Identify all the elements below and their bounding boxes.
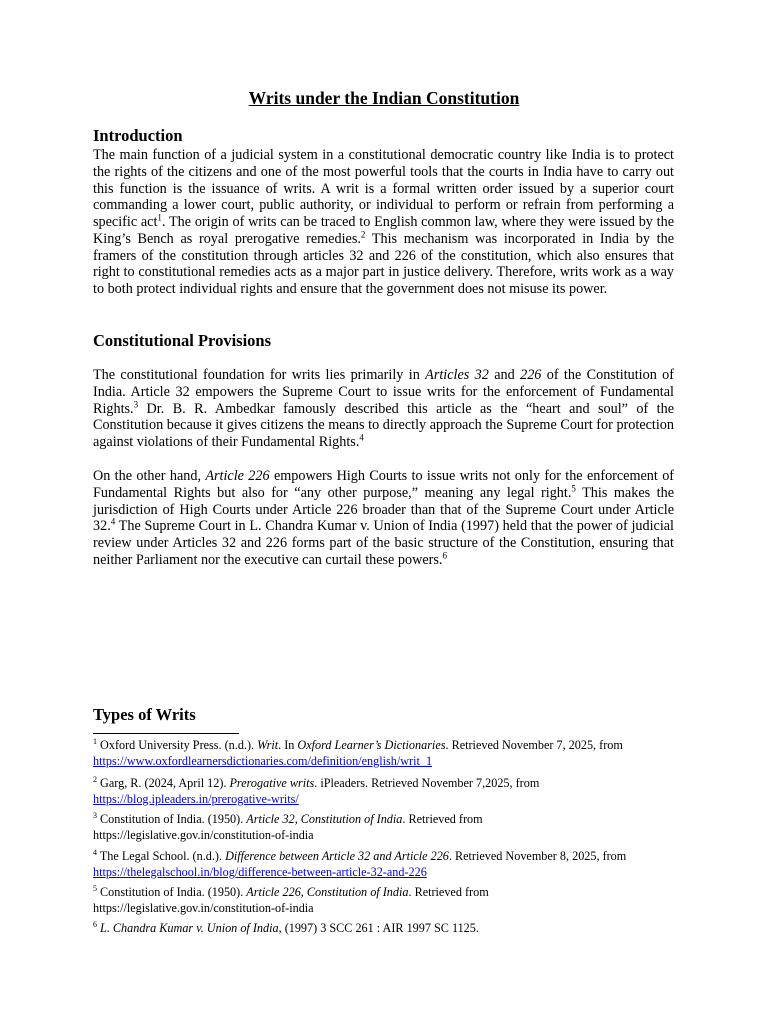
footnote-number: 3 [93,810,97,820]
footnote-url-text: https://legislative.gov.in/constitution-of-india [93,828,314,842]
const-p2-text-b: empowers High Courts to issue writs not only for the enforcement of Fundamental Rights but also for “any other purpose,” meaning any legal right. [93,468,675,501]
intro-text-2: . The origin of writs can be traced to English common law, where they were issued by the King’s Bench as royal prerogative remedies. [93,214,674,247]
intro-text-1: The main function of a judicial system in a constitutional democratic country like India is to protect the rights of the citizens and one of the most powerful tools that the courts in India have to carry out this function is the issuance of writs. A writ is a formal written order issued by a superior court commanding a lower court, public authority, or individual to perform or refrain from performing a specific act [93,147,674,230]
footnote-text: Constitution of India. (1950). [97,812,247,826]
footnote-3 [93,811,693,843]
footnote-number: 4 [93,847,97,857]
const-p2-text-d: The Supreme Court in L. Chandra Kumar v. Union of India (1997) held that the power of judicial review under Articles 32 and 226 forms part of the basic structure of the Constitution, ensuring that neither Parliament nor the executive can curtail these powers. [93,518,674,568]
footnote-text: . iPleaders. Retrieved November 7,2025, from [314,776,540,790]
footnote-1 [93,737,693,769]
article-226-italic: 226 [520,367,542,383]
const-p2-text-c: This makes the jurisdiction of High Courts under Article 226 broader than that of the Supreme Court under Article 32. [93,484,674,535]
footnote-link[interactable]: https://thelegalschool.in/blog/difference-between-article-32-and-226 [93,865,427,879]
footnote-number: 5 [93,883,97,893]
footnote-ref-4[interactable]: 4 [359,432,364,443]
footnote-text: . Retrieved from [408,885,489,899]
footnote-number: 2 [93,774,97,784]
const-p1-and: and [488,367,521,383]
footnote-text: . Retrieved November 7, 2025, from [445,738,623,752]
article-226-italic-2: Article 226 [205,468,270,484]
footnote-separator [93,733,239,734]
footnote-ref-6[interactable]: 6 [442,550,447,561]
footnote-text: Garg, R. (2024, April 12). [97,776,230,790]
introduction-heading: Introduction [93,126,183,145]
footnote-text: . Retrieved November 8, 2025, from [448,849,627,863]
footnote-ref-5[interactable]: 5 [571,483,576,494]
footnote-text: , (1997) 3 SCC 261 : AIR 1997 SC 1125. [278,921,479,935]
footnote-text: . In [278,738,298,752]
introduction-paragraph [93,147,674,298]
footnote-6 [93,920,693,936]
document-title: Writs under the Indian Constitution [248,88,520,108]
footnote-2 [93,775,693,807]
footnote-italic: Article 226, Constitution of India [246,885,409,899]
articles-32-italic: Articles 32 [425,367,489,383]
footnote-italic: L. Chandra Kumar v. Union of India [100,921,279,935]
footnote-text: Constitution of India. (1950). [97,885,247,899]
footnote-ref-4b[interactable]: 4 [110,516,116,527]
footnote-link[interactable]: https://blog.ipleaders.in/prerogative-writs/ [93,792,299,806]
const-p1-text-c: Dr. B. R. Ambedkar famously described this article as the “heart and soul” of the Constitution because it gives citizens the means to directly approach the Supreme Court for protection against violations of their Fundamental Rights. [93,400,674,450]
footnote-number: 1 [93,736,97,746]
footnote-5 [93,884,693,916]
footnote-text: . Retrieved from [402,812,483,826]
footnote-italic: Difference between Article 32 and Article 226 [225,849,449,863]
const-p2-text-a: On the other hand, [93,468,206,484]
footnote-number: 6 [93,919,97,929]
const-p1-text-a: The constitutional foundation for writs lies primarily in [93,367,426,383]
constitutional-paragraph-2 [93,468,674,569]
constitutional-provisions-heading: Constitutional Provisions [93,331,272,350]
const-p1-text-b: of the Constitution of India. Article 32 empowers the Supreme Court to issue writs for the enforcement of Fundamental Rights. [93,367,674,417]
footnote-italic: Writ [257,738,279,752]
constitutional-paragraph-1 [93,367,674,451]
footnote-italic: Oxford Learner’s Dictionaries [297,738,446,752]
footnote-text: The Legal School. (n.d.). [97,849,226,863]
footnote-ref-3[interactable]: 3 [133,398,139,409]
footnote-italic: Article 32, Constitution of India [246,812,403,826]
intro-text-3: This mechanism was incorporated in India by the framers of the constitution through articles 32 and 226 of the constitution, which also ensures that right to constitutional remedies acts as a major part in justice delivery. Therefore, writs work as a way to both protect individual rights and ensure that the government does not misuse its power. [93,230,675,297]
footnote-link[interactable]: https://www.oxfordlearnersdictionaries.com/definition/english/writ_1 [93,754,433,768]
footnote-italic: Prerogative writs [229,776,315,790]
footnote-ref-1[interactable]: 1 [157,212,162,223]
footnote-4 [93,848,693,880]
footnote-url-text: https://legislative.gov.in/constitution-of-india [93,901,314,915]
footnote-text: Oxford University Press. (n.d.). [97,738,258,752]
types-of-writs-heading: Types of Writs [93,705,196,724]
footnote-ref-2[interactable]: 2 [360,229,366,240]
